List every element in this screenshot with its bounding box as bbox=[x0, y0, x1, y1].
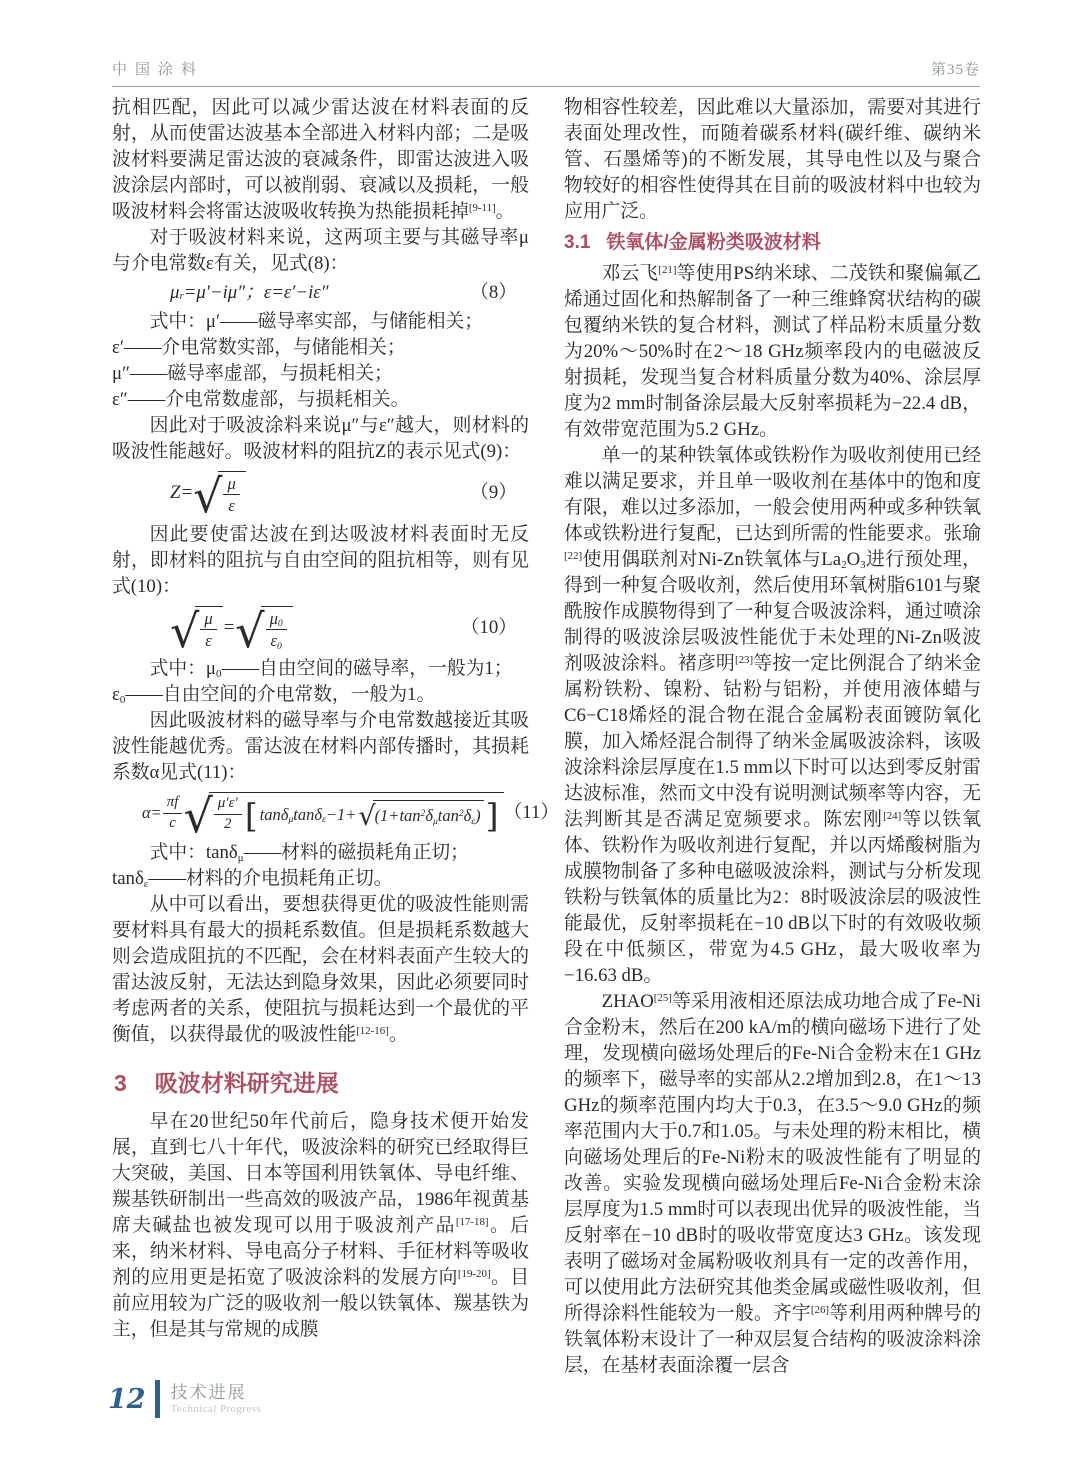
equation-number-11: （11） bbox=[503, 802, 560, 823]
formula-8-expression: μ $_r$ =μ′−iμ″；ε=ε′−iε″ bbox=[170, 282, 329, 303]
volume-label: 第35卷 bbox=[930, 62, 980, 78]
formula-11-expression: α= $\frac{\pi f}{c}$ √ $\frac{\mu'\varepsilon'}{2}$ [ tanδ$_\mu$tanδ$_\varepsilon$−1+ √ $(1+\tan^2\delta_\mu\tan^2\delta_\varepsilon)$ ] bbox=[142, 792, 504, 834]
page-footer bbox=[108, 1380, 261, 1418]
definition-line: 式中：μ′——磁导率实部，与储能相关； bbox=[149, 311, 484, 332]
definition-line: μ″——磁导率虚部，与损耗相关； bbox=[112, 363, 393, 384]
paragraph: 物相容性较差，因此难以大量添加，需要对其进行表面处理改性，而随着碳系材料(碳纤维、碳纳米管、石墨烯等)的不断发展，其导电性以及与聚合物较好的相容性使得其在目前的吸波材料中也较为应用广泛。 bbox=[564, 97, 981, 222]
formula-9 bbox=[112, 469, 529, 524]
formula-11 bbox=[112, 789, 560, 843]
equals-sign: = bbox=[222, 616, 236, 638]
paragraph: 邓云飞[21]等使用PS纳米球、二茂铁和聚偏氟乙烯通过固化和热解制备了一种三维蜂窝状结构的碳包覆纳米铁的复合材料，测试了样品粉末质量分数为20%～50%时在2～18 GHz频率段内的电磁波反射损耗，发现当复合材料质量分数为40%、涂层厚度为2 mm时制备涂层最大反射率损耗为−22.4 dB，有效带宽范围为5.2 GHz。 bbox=[564, 263, 982, 440]
definition-line: 式中：$\mu_0——$自由空间的磁导率，一般为1； bbox=[149, 658, 513, 681]
definition-line: tanδ$_\varepsilon$——材料的介电损耗角正切。 bbox=[112, 867, 393, 890]
paragraph: 抗相匹配，因此可以减少雷达波在材料表面的反射，从而使雷达波基本全部进入材料内部；二是吸波材料要满足雷达波的衰减条件，即雷达波进入吸波涂层内部时，可以被削弱、衰减以及损耗，一般吸波材料会将雷达波吸收转换为热能损耗掉[9-11]。 bbox=[112, 97, 529, 222]
paragraph: 因此吸波材料的磁导率与介电常数越接近其吸波性能越优秀。雷达波在材料内部传播时，其损耗系数α见式(11)： bbox=[112, 710, 529, 784]
paragraph: ZHAO[25]等采用液相还原法成功地合成了Fe-Ni合金粉末，然后在200 kA/m的横向磁场下进行了处理，发现横向磁场处理后的Fe-Ni合金粉末在1 GHz的频率下，磁导率的实部从2.2增加到2.8，在1～13 GHz的频率范围内均大于0.3，在3.5～9.0 GHz的频率范围内大于0.7和1.05。与未处理的粉末相比，横向磁场处理后的Fe-Ni粉末的吸波性能有了明显的改善。实验发现横向磁场处理后Fe-Ni合金粉末涂层厚度为1.5 mm时可以表现出优异的吸波性能，当反射率在−10 dB时的吸收带宽度达3 GHz。该发现表明了磁场对金属粉吸收剂具有一定的改善作用，可以使用此方法研究其他类金属或磁性吸收剂，但所得涂料性能较为一般。齐宇[26]等利用两种牌号的铁氧体粉末设计了一种双层复合结构的吸波涂料涂层，在基材表面涂覆一层含 bbox=[564, 991, 982, 1376]
paragraph: 对于吸波材料来说，这两项主要与其磁导率μ与介电常数ε有关，见式(8)： bbox=[112, 227, 529, 274]
definition-line: 式中：tanδ$_\mu$——材料的磁损耗角正切； bbox=[149, 841, 469, 864]
formula-11-lhs: α= bbox=[142, 803, 162, 822]
two-column-body bbox=[112, 95, 981, 1379]
section-title: 吸波材料研究进展 bbox=[154, 1069, 339, 1096]
definition-line: ε′——介电常数实部，与储能相关； bbox=[112, 337, 406, 358]
formula-11-root-inner: $(1+\tan^2\delta_\mu\tan^2\delta_\varepsilon)$ bbox=[374, 806, 481, 827]
equation-number-10: （10） bbox=[460, 616, 517, 638]
subsection-title: 铁氧体/金属粉类吸波材料 bbox=[606, 232, 821, 253]
section-heading-3 bbox=[114, 1070, 529, 1096]
paragraph: 因此要使雷达波在到达吸波材料表面时无反射，即材料的阻抗与自由空间的阻抗相等，则有见式(10)： bbox=[112, 523, 529, 597]
formula-9-expression: Z= √ $\frac{\mu}{\varepsilon}$ bbox=[170, 471, 246, 516]
paragraph: 早在20世纪50年代前后，隐身技术便开始发展，直到七八十年代，吸波涂料的研究已经取得巨大突破，美国、日本等国利用铁氧体、导电纤维、羰基铁研制出一些高效的吸波产品，1986年视黄基席夫碱盐也被发现可以用于吸波剂产品[17-18]。后来，纳米材料、导电高分子材料、手征材料等吸收剂的应用更是拓宽了吸波涂料的发展方向[19-20]。目前应用较为广泛的吸收剂一般以铁氧体、羰基铁为主，但是其与常规的成膜 bbox=[112, 1110, 530, 1340]
column-right bbox=[564, 95, 981, 1379]
footer-accent-bar bbox=[155, 1380, 160, 1418]
column-left bbox=[112, 95, 560, 1379]
journal-title: 中国涂料 bbox=[112, 62, 205, 78]
subsection-heading-3-1 bbox=[564, 230, 981, 256]
equation-number-9: （9） bbox=[470, 482, 517, 504]
footer-section-titles bbox=[171, 1383, 261, 1416]
formula-9-lhs: Z= bbox=[170, 482, 194, 504]
equation-number-8: （8） bbox=[470, 282, 517, 303]
definition-line: $\varepsilon_0——$自由空间的介电常数，一般为1。 bbox=[112, 684, 436, 707]
formula-10-expression: √ $\frac{\mu}{\varepsilon}$ = √ $\frac{\mu_0}{\varepsilon_0}$ bbox=[170, 606, 293, 651]
running-head bbox=[112, 58, 980, 87]
subsection-number: 3.1 bbox=[564, 232, 591, 253]
footer-title-cn: 技术进展 bbox=[170, 1382, 247, 1402]
formula-10 bbox=[112, 603, 529, 658]
formula-8 bbox=[112, 280, 529, 306]
formula-11-inner: tanδ$_\mu$tanδ$_\varepsilon$−1+ bbox=[259, 804, 357, 826]
page-number: 12 bbox=[108, 1383, 146, 1415]
section-number: 3 bbox=[114, 1069, 127, 1096]
paragraph: 单一的某种铁氧体或铁粉作为吸收剂使用已经难以满足要求，并且单一吸收剂在基体中的饱和度有限，难以过多添加，一般会使用两种或多种铁氧体或铁粉进行复配，已达到所需的性能要求。张瑜[22]使用偶联剂对Ni-Zn铁氧体与$La_2O_3$进行预处理，得到一种复合吸收剂，然后使用环氧树脂6101与聚酰胺作成膜物得到了一种复合吸波涂料，通过喷涂制得的吸波涂层吸波性能优于未处理的Ni-Zn吸波剂吸波涂料。褚彦明[23]等按一定比例混合了纳米金属粉铁粉、镍粉、钴粉与铝粉，并使用液体蜡与C6−C18烯烃的混合物在混合金属粉表面镀防氧化膜，加入烯烃混合制得了纳米金属吸波涂料，该吸波涂料涂层厚度在1.5 mm以下时可以达到零反射雷达波标准，然而文中没有说明测试频率等内容，无法判断其是否满足宽频要求。陈宏刚[24]等以铁氧体、铁粉作为吸收剂进行复配，并以丙烯酸树脂为成膜物制备了多种电磁吸波涂料，测试与分析发现铁粉与铁氧体的质量比为2：8时吸波涂层的吸波性能最优，反射率损耗在−10 dB以下时的有效吸收频段在中低频区，带宽为4.5 GHz，最大吸收率为−16.63 dB。 bbox=[564, 445, 982, 986]
footer-title-en: Technical Progress bbox=[170, 1402, 262, 1415]
paragraph: 从中可以看出，要想获得更优的吸波性能则需要材料具有最大的损耗系数值。但是损耗系数越大则会造成阻抗的不匹配，会在材料表面产生较大的雷达波反射，无法达到隐身效果，因此必须要同时考虑两者的关系，使阻抗与损耗达到一个最优的平衡值，以获得最优的吸波性能[12-16]。 bbox=[112, 893, 529, 1045]
paragraph: 因此对于吸波涂料来说μ″与ε″越大，则材料的吸波性能越好。吸波材料的阻抗Z的表示见式(9)： bbox=[112, 415, 529, 462]
definition-line: ε″——介电常数虚部，与损耗相关。 bbox=[112, 389, 410, 410]
